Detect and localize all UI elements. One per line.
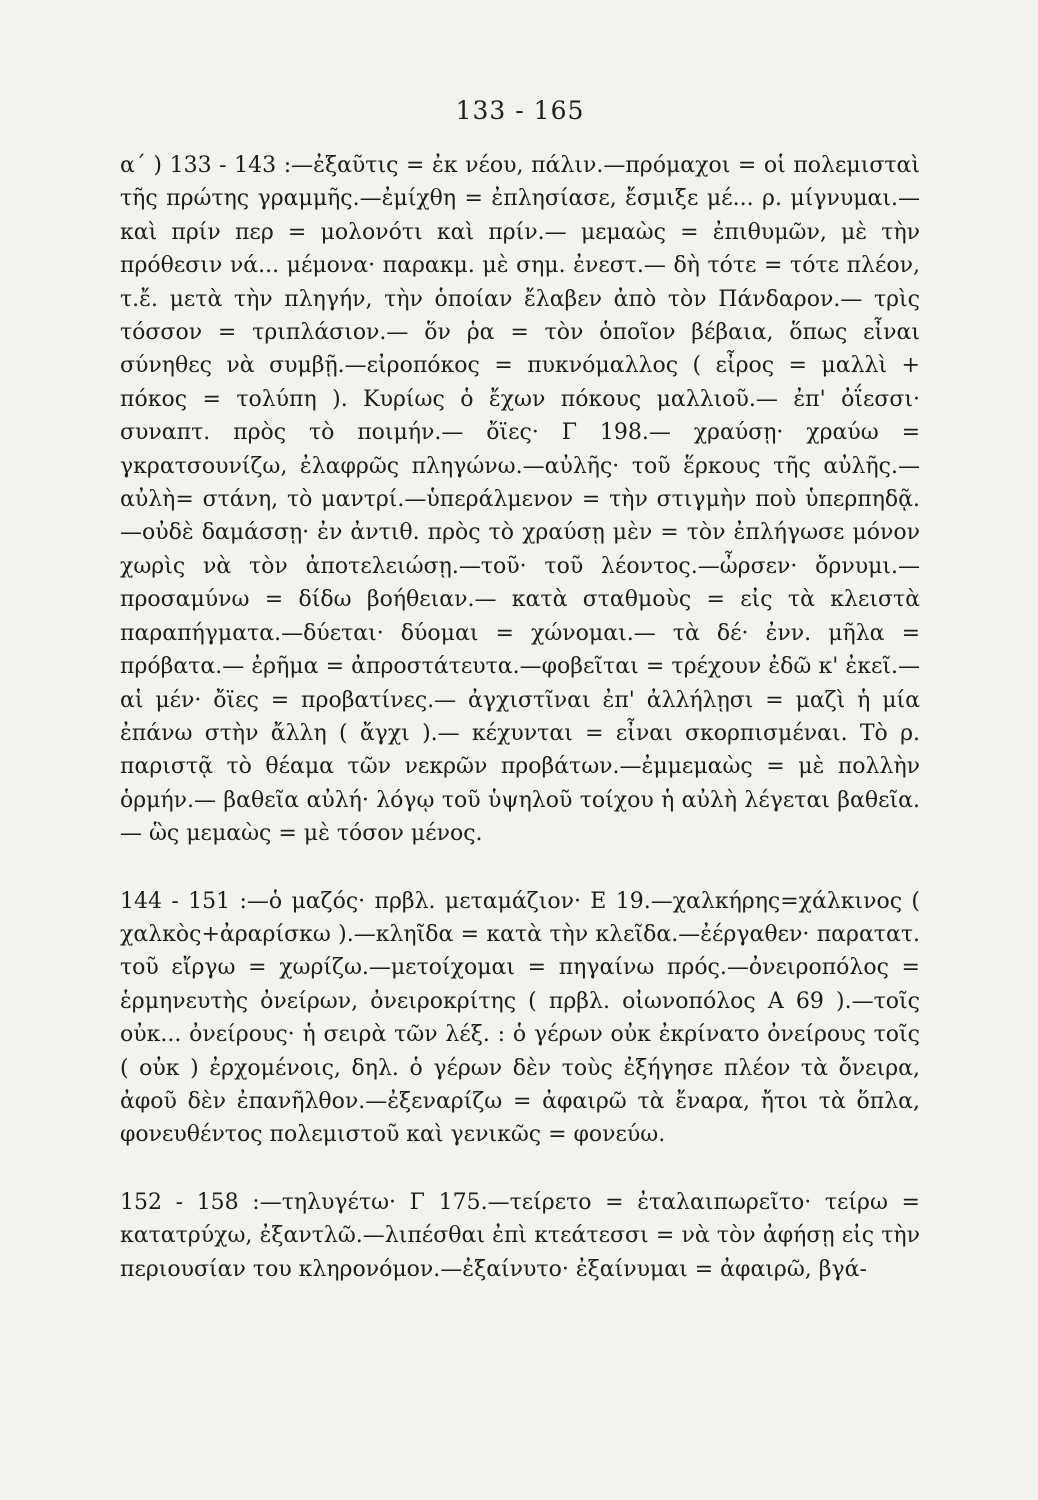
commentary-section-152-158: [120, 1186, 920, 1286]
document-page: [120, 96, 920, 1286]
commentary-text: —ἐξαῦτις = ἐκ νέου, πάλιν.—πρόμαχοι = οἱ πολεμισταὶ τῆς πρώτης γραμμῆς.—ἐμίχθη = ἐπλησίασε, ἔσμιξε μέ... ρ. μίγνυμαι.—καὶ πρίν περ = μολονότι καὶ πρίν.— μεμαὼς = ἐπιθυμῶν, μὲ τὴν πρόθεσιν νά... μέμονα· παρακμ. μὲ σημ. ἐνεστ.— δὴ τότε = τότε πλέον, τ.ἔ. μετὰ τὴν πληγήν, τὴν ὁποίαν ἔλαβεν ἀπὸ τὸν Πάνδαρον.— τρὶς τόσσον = τριπλάσιον.— ὅν ῥα = τὸν ὁποῖον βέβαια, ὅπως εἶναι σύνηθες νὰ συμβῇ.—εἰροπόκος = πυκνόμαλλος ( εἶρος = μαλλὶ + πόκος = τολύπη ). Κυρίως ὁ ἔχων πόκους μαλλιοῦ.— ἐπ' ὀΐεσσι· συναπτ. πρὸς τὸ ποιμήν.— ὄϊες· Γ 198.— χραύσῃ· χραύω = γκρατσουνίζω, ἐλαφρῶς πληγώνω.—αὐλῆς· τοῦ ἕρκους τῆς αὐλῆς.—αὐλὴ= στάνη, τὸ μαντρί.—ὑπεράλμενον = τὴν στιγμὴν ποὺ ὑπερπηδᾷ.—οὐδὲ δαμάσσῃ· ἐν ἀντιθ. πρὸς τὸ χραύσῃ μὲν = τὸν ἐπλήγωσε μόνον χωρὶς νὰ τὸν ἀποτελειώσῃ.—τοῦ· τοῦ λέοντος.—ὦρσεν· ὄρνυμι.—προσαμύνω = δίδω βοήθειαν.— κατὰ σταθμοὺς = εἰς τὰ κλειστὰ παραπήγματα.—δύεται· δύομαι = χώνομαι.— τὰ δέ· ἐνν. μῆλα = πρόβατα.— ἐρῆμα = ἀπροστάτευτα.—φοβεῖται = τρέχουν ἐδῶ κ' ἐκεῖ.— αἱ μέν· ὄϊες = προβατίνες.— ἀγχιστῖναι ἐπ' ἀλλήλῃσι = μαζὶ ἡ μία ἐπάνω στὴν ἄλλη ( ἄγχι ).— κέχυνται = εἶναι σκορπισμέναι. Τὸ ρ. παριστᾷ τὸ θέαμα τῶν νεκρῶν προβάτων.—ἐμμεμαὼς = μὲ πολλὴν ὁρμήν.— βαθεῖα αὐλή· λόγῳ τοῦ ὑψηλοῦ τοίχου ἡ αὐλὴ λέγεται βαθεῖα.— ὣς μεμαὼς = μὲ τόσον μένος.: [120, 153, 920, 847]
page-header: 133 - 165: [455, 96, 585, 125]
commentary-text: —ὁ μαζός· πρβλ. μεταμάζιον· Ε 19.—χαλκήρης=χάλκινος ( χαλκὸς+ἀραρίσκω ).—κληῖδα = κατὰ τὴν κλεῖδα.—ἐέργαθεν· παρατατ. τοῦ εἴργω = χωρίζω.—μετοίχομαι = πηγαίνω πρός.—ὀνειροπόλος = ἑρμηνευτὴς ὀνείρων, ὀνειροκρίτης ( πρβλ. οἰωνοπόλος Α 69 ).—τοῖς οὐκ... ὀνείρους· ἡ σειρὰ τῶν λέξ. : ὁ γέρων οὐκ ἐκρίνατο ὀνείρους τοῖς ( οὐκ ) ἐρχομένοις, δηλ. ὁ γέρων δὲν τοὺς ἐξήγησε πλέον τὰ ὄνειρα, ἀφοῦ δὲν ἐπανῆλθον.—ἐξεναρίζω = ἀφαιρῶ τὰ ἔναρα, ἤτοι τὰ ὅπλα, φονευθέντος πολεμιστοῦ καὶ γενικῶς = φονεύω.: [120, 888, 921, 1148]
commentary-text: —τηλυγέτω· Γ 175.—τείρετο = ἐταλαιπωρεῖτο· τείρω = κατατρύχω, ἐξαντλῶ.—λιπέσθαι ἐπὶ κτεάτεσσι = νὰ τὸν ἀφήσῃ εἰς τὴν περιουσίαν του κληρονόμον.—ἐξαίνυτο· ἐξαίνυμαι = ἀφαιρῶ, βγά-: [120, 1189, 920, 1282]
verse-range-label: 152 - 158 :: [120, 1189, 260, 1215]
verse-range-label: 144 - 151 :: [120, 888, 247, 914]
commentary-section-133-143: [120, 149, 920, 851]
commentary-section-144-151: [120, 885, 920, 1152]
verse-range-label: α΄ ) 133 - 143 :: [120, 153, 292, 178]
